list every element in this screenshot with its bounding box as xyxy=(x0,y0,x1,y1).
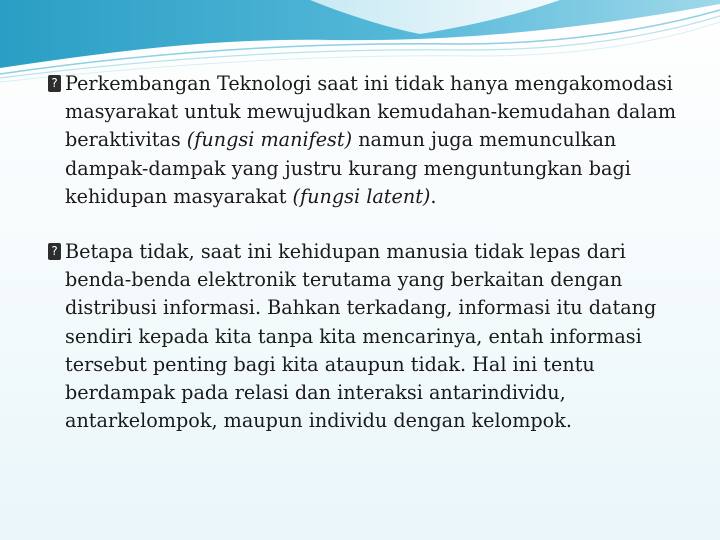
bullet-marker: ? xyxy=(48,243,61,260)
slide-content xyxy=(48,70,688,435)
bullet-text-1: Perkembangan Teknologi saat ini tidak hanya mengakomodasi masyarakat untuk mewujudkan kemudahan-kemudahan dalam beraktivitas (fungsi manifest) namun juga memunculkan dampak-dampak yang justru kurang menguntungkan bagi kehidupan masyarakat (fungsi latent). xyxy=(65,72,677,208)
bullet-paragraph-2 xyxy=(48,238,688,435)
bullet-paragraph-1 xyxy=(48,70,688,211)
bullet-marker: ? xyxy=(48,75,61,92)
bullet-text-2: Betapa tidak, saat ini kehidupan manusia tidak lepas dari benda-benda elektronik terutama yang berkaitan dengan distribusi informasi. Bahkan terkadang, informasi itu datang sendiri kepada kita tanpa kita mencarinya, entah informasi tersebut penting bagi kita ataupun tidak. Hal ini tentu berdampak pada relasi dan interaksi antarindividu, antarkelompok, maupun individu dengan kelompok. xyxy=(65,240,657,433)
